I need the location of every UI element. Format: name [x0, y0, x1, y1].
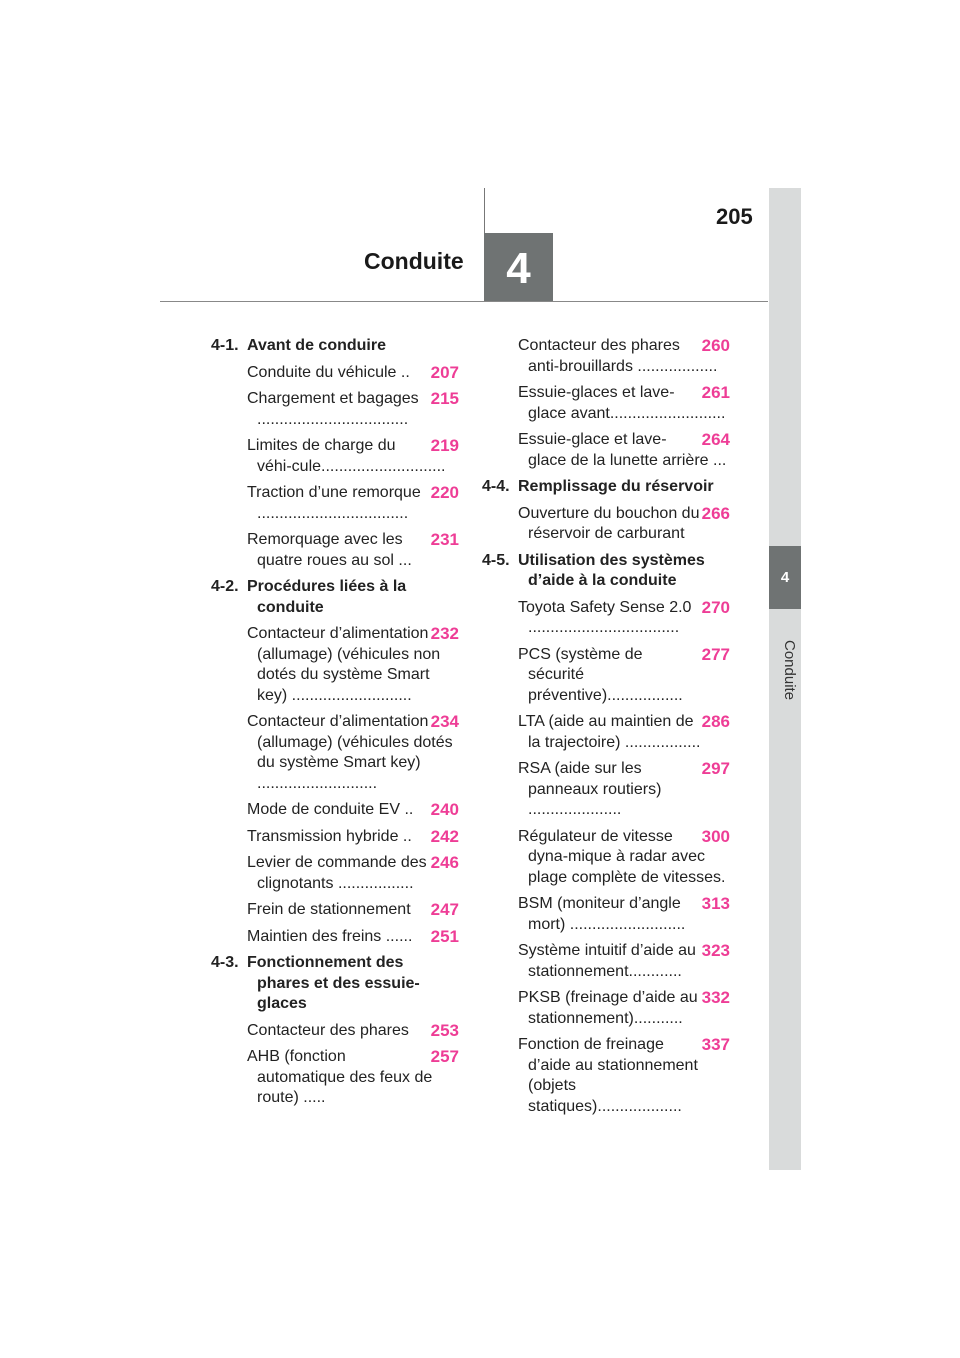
- toc-entry-label: Essuie-glaces et lave-glace avant..........................: [518, 384, 726, 422]
- toc-section-title: Fonctionnement des phares et des essuie-glaces: [247, 954, 420, 1012]
- toc-column-right: [482, 336, 730, 1123]
- toc-entry[interactable]: [518, 827, 730, 889]
- toc-entry-label: Remorquage avec les quatre roues au sol ...: [247, 531, 412, 569]
- toc-entry-page-link[interactable]: 231: [430, 530, 459, 549]
- toc-section-number: 4-2.: [211, 578, 239, 595]
- toc-entry[interactable]: [247, 530, 459, 571]
- toc-entry-page-link[interactable]: 215: [430, 389, 459, 408]
- side-tab-label: Conduite: [781, 639, 798, 701]
- toc-entry[interactable]: [247, 624, 459, 706]
- toc-entry-page-link[interactable]: 297: [701, 759, 730, 778]
- toc-entry-page-link[interactable]: 261: [701, 383, 730, 402]
- toc-entry-label: Maintien des freins ......: [247, 927, 413, 945]
- toc-section-number: 4-1.: [211, 337, 239, 354]
- toc-section-number: 4-5.: [482, 551, 510, 569]
- toc-entry-label: Levier de commande des clignotants .................: [247, 854, 427, 892]
- toc-entry-label: Contacteur d’alimentation (allumage) (véhicules dotés du système Smart key) ...........................: [247, 713, 453, 792]
- toc-section-number: 4-4.: [482, 478, 510, 495]
- toc-entry-label: Traction d’une remorque ..................................: [247, 484, 421, 522]
- toc-entry-label: PCS (système de sécurité préventive).................: [518, 645, 683, 704]
- toc-section-heading: [211, 953, 459, 1015]
- toc-section-number: 4-3.: [211, 954, 239, 971]
- toc-entry-page-link[interactable]: 232: [430, 624, 459, 643]
- page-number: 205: [716, 204, 753, 229]
- toc-entry[interactable]: [247, 483, 459, 524]
- toc-section-title: Utilisation des systèmes d’aide à la conduite: [518, 551, 705, 589]
- chapter-title: Conduite: [364, 248, 464, 274]
- toc-entry-label: Frein de stationnement: [247, 901, 411, 918]
- toc-section-heading: [211, 336, 459, 357]
- toc-entry[interactable]: [247, 389, 459, 430]
- toc-entry-page-link[interactable]: 286: [701, 712, 730, 731]
- toc-entry-label: Régulateur de vitesse dyna-mique à radar avec plage complète de vitesses.: [518, 827, 726, 886]
- toc-section-heading: [211, 577, 459, 618]
- toc-entry[interactable]: [518, 645, 730, 707]
- toc-entry-label: Limites de charge du véhi-cule............................: [247, 437, 446, 475]
- toc-entry-label: Transmission hybride ..: [247, 827, 412, 845]
- toc-entry-label: Mode de conduite EV ..: [247, 801, 414, 818]
- toc-entry-label: Contacteur des phares anti-brouillards ..................: [518, 337, 718, 375]
- toc-entry-page-link[interactable]: 234: [430, 712, 459, 731]
- toc-entry[interactable]: [518, 430, 730, 471]
- toc-entry-label: AHB (fonction automatique des feux de route) .....: [247, 1048, 433, 1106]
- toc-entry-page-link[interactable]: 253: [430, 1020, 459, 1040]
- toc-entry-page-link[interactable]: 300: [701, 826, 730, 846]
- toc-section-heading: [482, 551, 730, 592]
- toc-entry-label: LTA (aide au maintien de la trajectoire) .................: [518, 713, 701, 751]
- toc-column-left: [211, 336, 459, 1115]
- toc-entry[interactable]: [518, 894, 730, 935]
- toc-entry[interactable]: [247, 363, 459, 384]
- toc-section-heading: [482, 477, 730, 498]
- toc-entry-page-link[interactable]: 246: [430, 853, 459, 872]
- toc-entry[interactable]: [518, 941, 730, 982]
- toc-entry[interactable]: [247, 800, 459, 821]
- toc-entry-label: RSA (aide sur les panneaux routiers) .....................: [518, 760, 662, 818]
- toc-entry-label: BSM (moniteur d’angle mort) ..........................: [518, 895, 686, 933]
- toc-entry-page-link[interactable]: 332: [701, 988, 730, 1007]
- header-divider-horizontal: [160, 301, 768, 302]
- toc-entry[interactable]: [247, 712, 459, 794]
- toc-entry[interactable]: [247, 900, 459, 921]
- toc-section-title: Avant de conduire: [247, 337, 386, 354]
- header-divider-vertical: [484, 188, 485, 234]
- toc-entry-page-link[interactable]: 247: [430, 900, 459, 919]
- toc-entry-page-link[interactable]: 251: [430, 926, 459, 946]
- toc-entry-page-link[interactable]: 207: [430, 362, 459, 382]
- toc-entry-label: Chargement et bagages ..................................: [247, 390, 419, 428]
- toc-entry-label: Toyota Safety Sense 2.0 ..................................: [518, 598, 692, 636]
- toc-entry-label: Essuie-glace et lave-glace de la lunette arrière ...: [518, 431, 727, 469]
- toc-entry[interactable]: [247, 1047, 459, 1109]
- toc-entry-page-link[interactable]: 266: [701, 503, 730, 523]
- toc-entry[interactable]: [518, 712, 730, 753]
- toc-section-title: Procédures liées à la conduite: [247, 578, 407, 616]
- toc-entry[interactable]: [247, 827, 459, 848]
- toc-entry[interactable]: [247, 853, 459, 894]
- toc-entry-page-link[interactable]: 242: [430, 826, 459, 846]
- toc-entry-page-link[interactable]: 257: [430, 1047, 459, 1066]
- toc-entry[interactable]: [518, 759, 730, 821]
- toc-entry[interactable]: [518, 988, 730, 1029]
- toc-entry[interactable]: [518, 383, 730, 424]
- toc-entry-label: Ouverture du bouchon du réservoir de carburant: [518, 504, 700, 542]
- toc-entry-label: Contacteur d’alimentation (allumage) (véhicules non dotés du système Smart key) ...........................: [247, 625, 441, 704]
- toc-entry-page-link[interactable]: 220: [430, 483, 459, 502]
- toc-entry-page-link[interactable]: 277: [701, 644, 730, 664]
- toc-section-title: Remplissage du réservoir: [518, 478, 714, 495]
- toc-entry-label: Conduite du véhicule ..: [247, 363, 410, 381]
- toc-entry-page-link[interactable]: 270: [701, 597, 730, 617]
- toc-entry[interactable]: [518, 598, 730, 639]
- toc-entry[interactable]: [247, 1021, 459, 1042]
- toc-entry-page-link[interactable]: 337: [701, 1035, 730, 1054]
- toc-entry-page-link[interactable]: 323: [701, 941, 730, 960]
- toc-entry-page-link[interactable]: 313: [701, 894, 730, 913]
- toc-entry-page-link[interactable]: 219: [430, 436, 459, 455]
- toc-entry-label: Fonction de freinage d’aide au stationnement (objets statiques)...................: [518, 1036, 698, 1115]
- toc-entry[interactable]: [247, 927, 459, 948]
- toc-entry-page-link[interactable]: 240: [430, 800, 459, 819]
- side-tab-number[interactable]: 4: [769, 546, 801, 609]
- toc-entry-page-link[interactable]: 260: [701, 336, 730, 355]
- toc-entry[interactable]: [247, 436, 459, 477]
- toc-entry-label: Système intuitif d’aide au stationnement............: [518, 942, 696, 980]
- toc-entry-page-link[interactable]: 264: [701, 430, 730, 449]
- chapter-number-badge: 4: [484, 233, 553, 301]
- toc-entry[interactable]: [518, 504, 730, 545]
- toc-entry-label: Contacteur des phares: [247, 1021, 409, 1039]
- toc-entry[interactable]: [518, 1035, 730, 1117]
- toc-entry-label: PKSB (freinage d’aide au stationnement)...........: [518, 989, 698, 1027]
- toc-entry[interactable]: [518, 336, 730, 377]
